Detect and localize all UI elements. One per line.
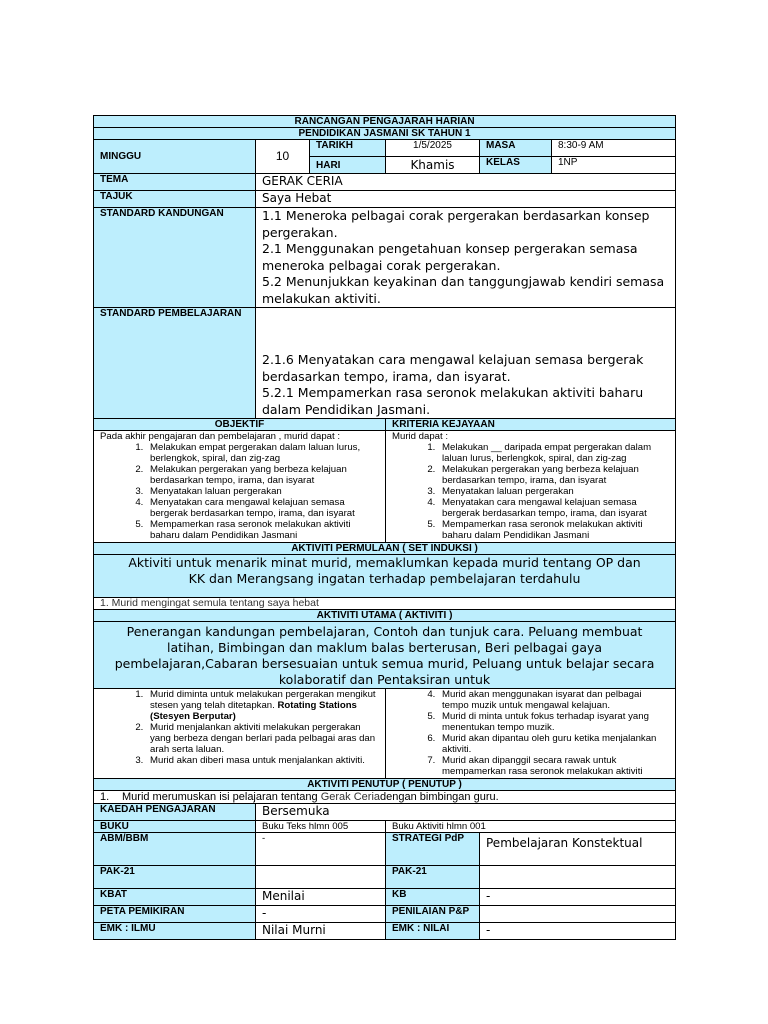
utama-left-list <box>100 689 379 766</box>
emk-ilmu-value: Nilai Murni <box>256 923 386 940</box>
sp-line-2: 5.2.1 Mempamerkan rasa seronok melakukan aktiviti baharu dalam Pendidikan Jasmani. <box>262 385 644 417</box>
buku-value-1: Buku Teks hlmn 005 <box>256 821 386 833</box>
tema-value: GERAK CERIA <box>256 174 676 191</box>
sk-line-1: 1.1 Meneroka pelbagai corak pergerakan berdasarkan konsep pergerakan. <box>262 208 650 240</box>
plan-subtitle: PENDIDIKAN JASMANI SK TAHUN 1 <box>94 128 676 140</box>
penutup-content: 1. Murid merumuskan isi pelajaran tentang Gerak Ceriadengan bimbingan guru. <box>94 791 676 804</box>
penilaian-label: PENILAIAN P&P <box>386 906 480 923</box>
abm-value: - <box>256 833 386 866</box>
objektif-list <box>100 442 379 541</box>
permulaan-item: 1. Murid mengingat semula tentang saya hebat <box>94 598 676 610</box>
list-item: 1. Murid diminta untuk melakukan pergerakan mengikut stesen yang telah ditetapkan. Rotating Stations (Stesyen Berputar) <box>146 689 379 722</box>
emk-nilai-value: - <box>480 923 676 940</box>
kriteria-list <box>392 442 669 541</box>
objektif-header: OBJEKTIF <box>94 419 386 431</box>
sk-line-2: 2.1 Menggunakan pengetahuan konsep pergerakan semasa meneroka pelbagai corak pergerakan. <box>262 241 638 273</box>
penutup-num: 1. <box>100 791 110 803</box>
tarikh-value: 1/5/2025 <box>386 140 480 157</box>
list-item: 1. Melakukan __ daripada empat pergerakan dalam laluan lurus, berlengkok, spiral, dan zig-zag <box>438 442 669 464</box>
tajuk-value: Saya Hebat <box>256 191 676 208</box>
sk-line-3: 5.2 Menunjukkan keyakinan dan tanggungjawab kendiri semasa melakukan aktiviti. <box>262 274 665 306</box>
emk-nilai-label: EMK : NILAI <box>386 923 480 940</box>
list-item: 3. Murid akan diberi masa untuk menjalankan aktiviti. <box>146 755 379 766</box>
tajuk-label: TAJUK <box>94 191 256 208</box>
penutup-header: AKTIVITI PENUTUP ( PENUTUP ) <box>94 779 676 791</box>
minggu-label: MINGGU <box>94 140 256 174</box>
pak-value-1 <box>256 866 386 889</box>
masa-label: MASA <box>480 140 552 157</box>
buku-label: BUKU <box>94 821 256 833</box>
abm-label: ABM/BBM <box>94 833 256 866</box>
pak-value-2 <box>480 866 676 889</box>
list-item: 3. Menyatakan laluan pergerakan <box>438 486 669 497</box>
tema-label: TEMA <box>94 174 256 191</box>
standard-kandungan-content <box>256 208 676 308</box>
kriteria-content <box>386 431 676 543</box>
list-item: 2. Melakukan pergerakan yang berbeza kelajuan berdasarkan tempo, irama, dan isyarat <box>438 464 669 486</box>
permulaan-summary: Aktiviti untuk menarik minat murid, memaklumkan kepada murid tentang OP dan KK dan Merangsang ingatan terhadap pembelajaran terdahulu <box>94 555 676 598</box>
standard-kandungan-label: STANDARD KANDUNGAN <box>94 208 256 308</box>
list-item: 4. Menyatakan cara mengawal kelajuan semasa bergerak berdasarkan tempo, irama, dan isyarat <box>146 497 379 519</box>
peta-value: - <box>256 906 386 923</box>
kb-label: KB <box>386 889 480 906</box>
penilaian-value <box>480 906 676 923</box>
kriteria-header: KRITERIA KEJAYAAN <box>386 419 676 431</box>
list-item: 1. Melakukan empat pergerakan dalam laluan lurus, berlengkok, spiral, dan zig-zag <box>146 442 379 464</box>
minggu-value: 10 <box>256 140 310 174</box>
hari-value: Khamis <box>386 157 480 174</box>
kaedah-label: KAEDAH PENGAJARAN <box>94 804 256 821</box>
objektif-content <box>94 431 386 543</box>
objektif-intro: Pada akhir pengajaran dan pembelajaran , murid dapat : <box>100 431 341 442</box>
lesson-plan-table <box>93 115 676 940</box>
kriteria-intro: Murid dapat : <box>392 431 448 442</box>
kelas-value: 1NP <box>552 157 676 174</box>
list-item: 2. Murid menjalankan aktiviti melakukan pergerakan yang berbeza dengan berlari pada pelbagai aras dan arah serta laluan. <box>146 722 379 755</box>
kelas-label: KELAS <box>480 157 552 174</box>
tarikh-label: TARIKH <box>310 140 386 157</box>
utama-summary: Penerangan kandungan pembelajaran, Contoh dan tunjuk cara. Peluang membuat latihan, Bimbingan dan maklum balas berterusan, Beri pelbagai gaya pembelajaran,Cabaran bersesuaian untuk semua murid, Peluang untuk belajar secara kolaboratif dan Pentaksiran untuk <box>94 622 676 689</box>
list-item: 4. Murid akan menggunakan isyarat dan pelbagai tempo muzik untuk mengawal kelajuan. <box>438 689 669 711</box>
list-item: 4. Menyatakan cara mengawal kelajuan semasa bergerak berdasarkan tempo, irama, dan isyarat <box>438 497 669 519</box>
pak-label-2: PAK-21 <box>386 866 480 889</box>
emk-ilmu-label: EMK : ILMU <box>94 923 256 940</box>
pak-label-1: PAK-21 <box>94 866 256 889</box>
list-item: 5. Mempamerkan rasa seronok melakukan aktiviti baharu dalam Pendidikan Jasmani <box>438 519 669 541</box>
buku-value-2: Buku Aktiviti hlmn 001 <box>386 821 676 833</box>
list-item: 3. Menyatakan laluan pergerakan <box>146 486 379 497</box>
kb-value: - <box>480 889 676 906</box>
utama-right-list <box>392 689 669 777</box>
sp-line-1: 2.1.6 Menyatakan cara mengawal kelajuan semasa bergerak berdasarkan tempo, irama, dan isyarat. <box>262 352 644 384</box>
utama-left-content <box>94 689 386 779</box>
kbat-value: Menilai <box>256 889 386 906</box>
kaedah-value: Bersemuka <box>256 804 676 821</box>
hari-label: HARI <box>310 157 386 174</box>
list-item: 6. Murid akan dipantau oleh guru ketika menjalankan aktiviti. <box>438 733 669 755</box>
list-item: 2. Melakukan pergerakan yang berbeza kelajuan berdasarkan tempo, irama, dan isyarat <box>146 464 379 486</box>
list-item: 5. Mempamerkan rasa seronok melakukan aktiviti baharu dalam Pendidikan Jasmani <box>146 519 379 541</box>
utama-header: AKTIVITI UTAMA ( AKTIVITI ) <box>94 610 676 622</box>
standard-pembelajaran-content <box>256 308 676 419</box>
strategi-value: Pembelajaran Konstektual <box>480 833 676 866</box>
masa-value: 8:30-9 AM <box>552 140 676 157</box>
list-item: 7. Murid akan dipanggil secara rawak untuk mempamerkan rasa seronok melakukan aktiviti <box>438 755 669 777</box>
utama-right-content <box>386 689 676 779</box>
list-item: 5. Murid di minta untuk fokus terhadap isyarat yang menentukan tempo muzik. <box>438 711 669 733</box>
peta-label: PETA PEMIKIRAN <box>94 906 256 923</box>
plan-title: RANCANGAN PENGAJARAH HARIAN <box>94 116 676 128</box>
standard-pembelajaran-label: STANDARD PEMBELAJARAN <box>94 308 256 419</box>
strategi-label: STRATEGI PdP <box>386 833 480 866</box>
kbat-label: KBAT <box>94 889 256 906</box>
permulaan-header: AKTIVITI PERMULAAN ( SET INDUKSI ) <box>94 543 676 555</box>
